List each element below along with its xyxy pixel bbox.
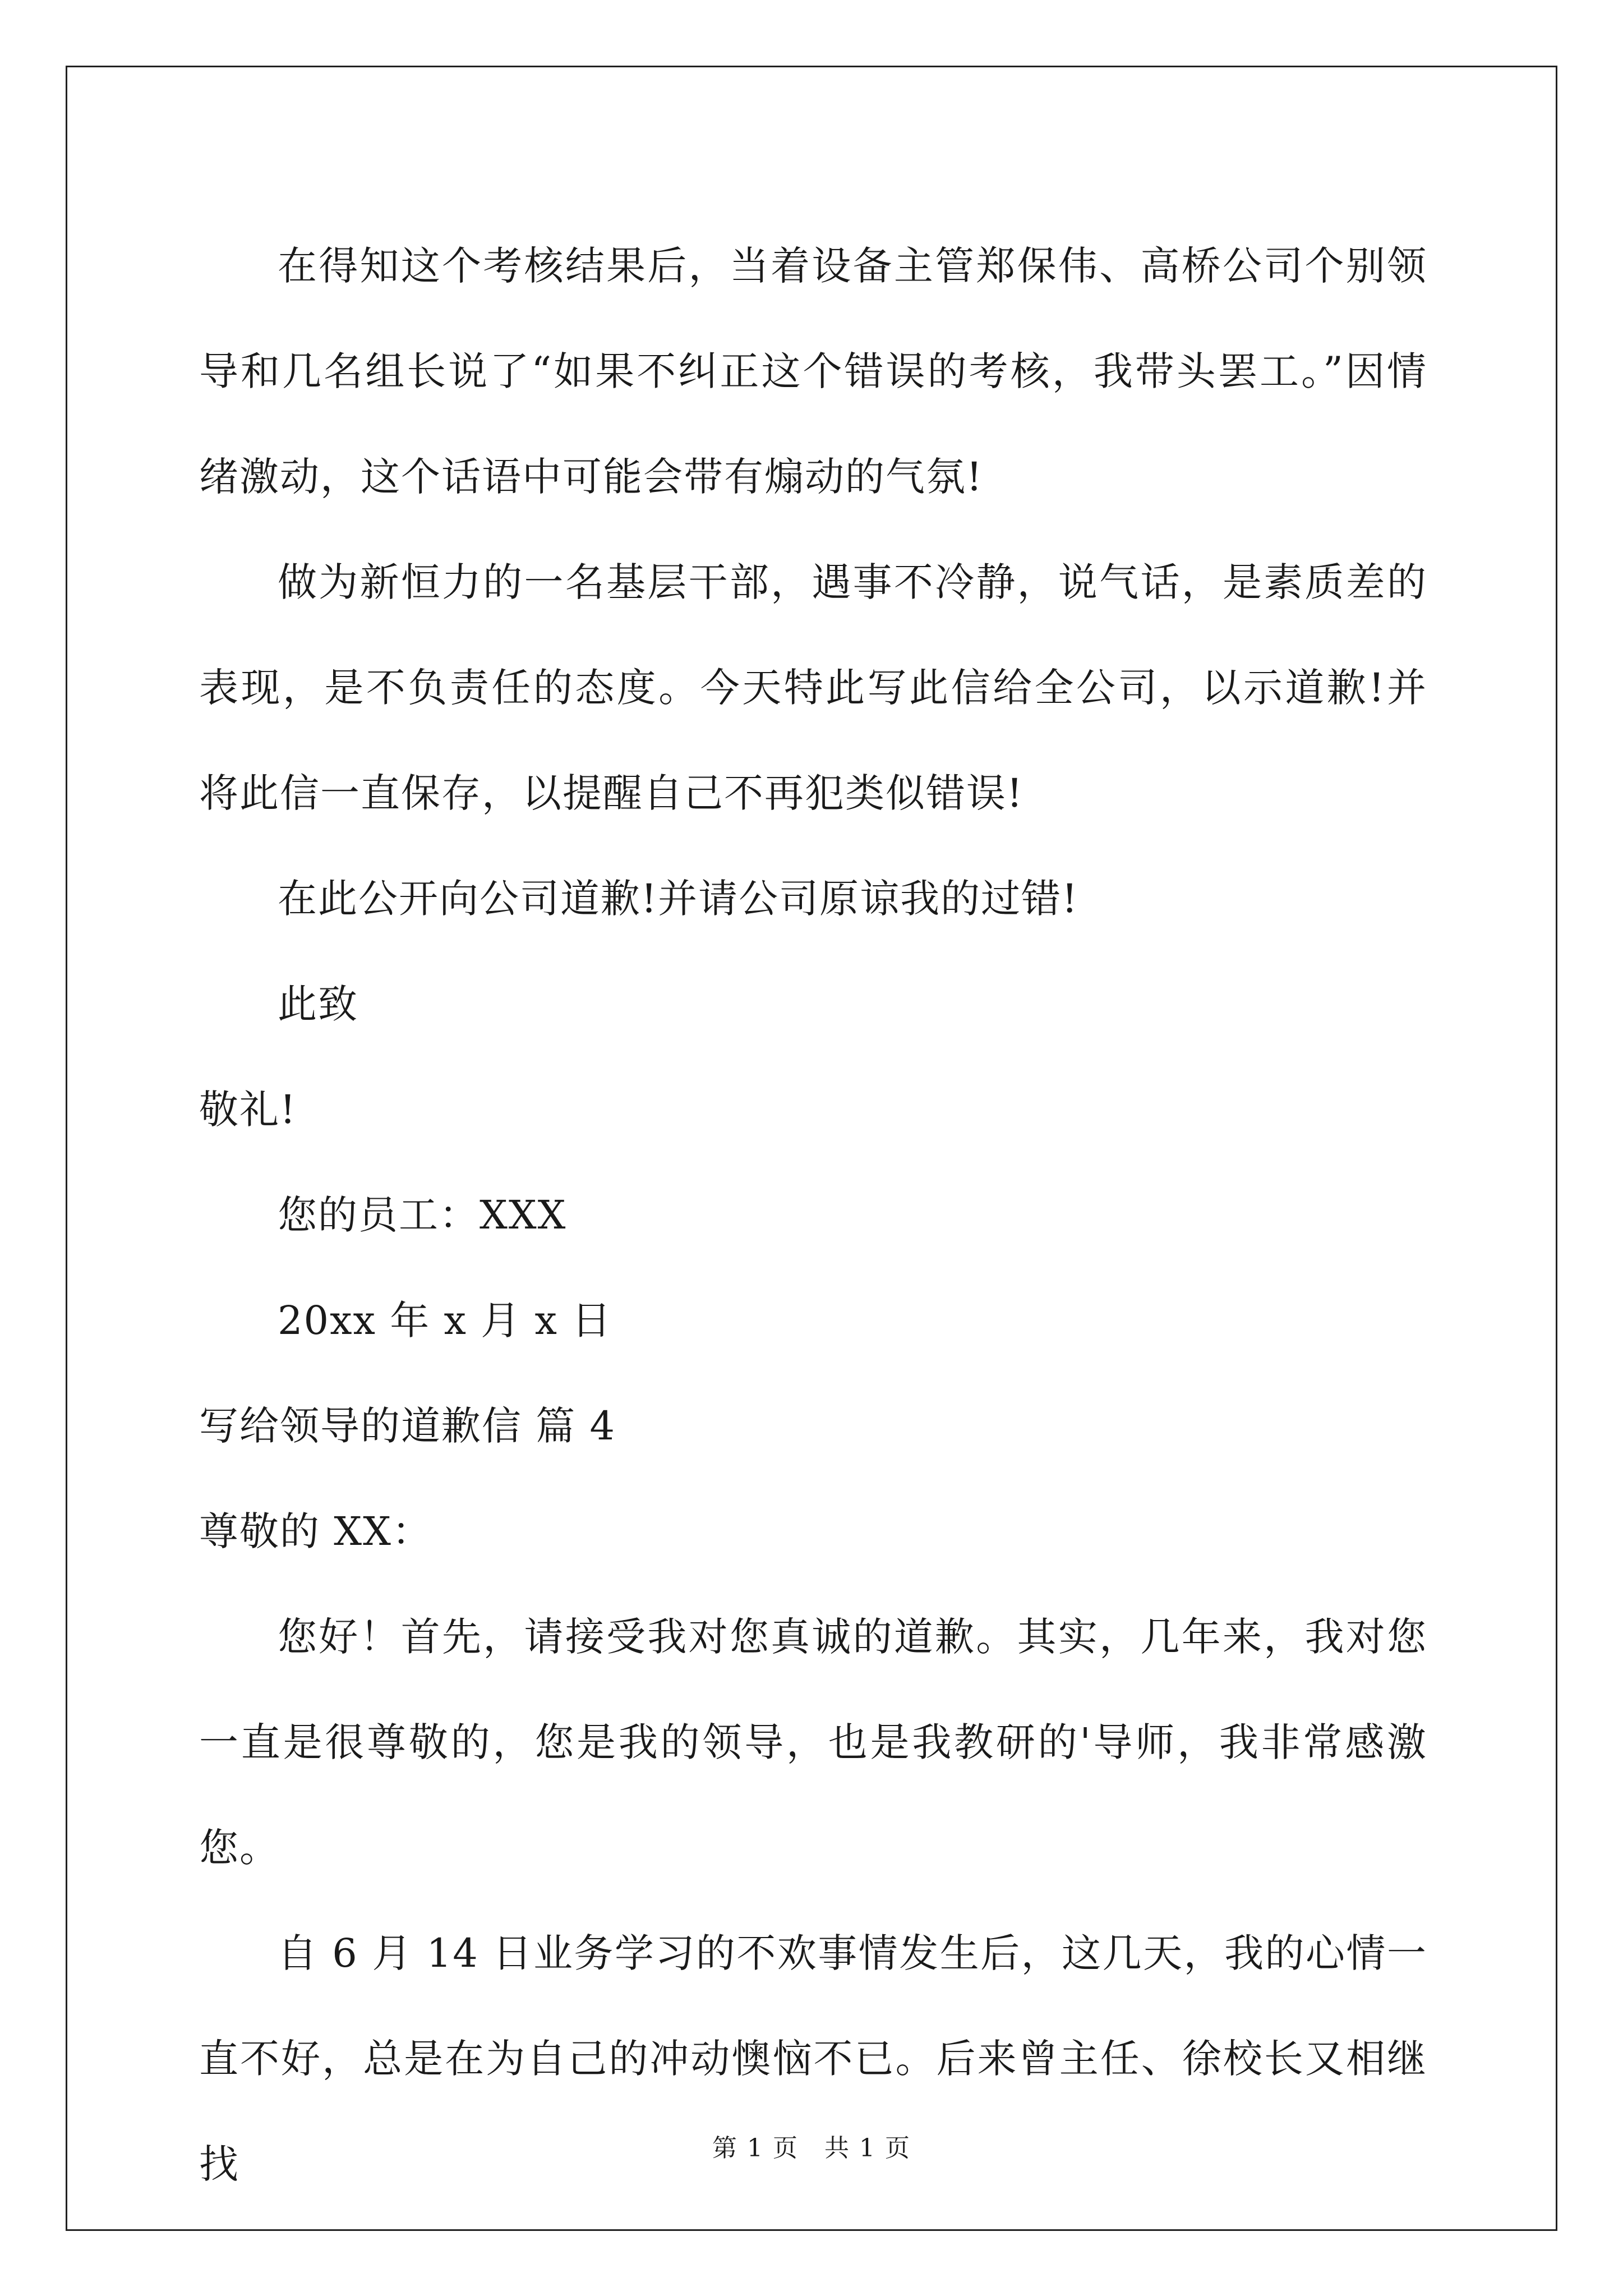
closing-regards: 敬礼!: [199, 1087, 297, 1133]
letter-greeting: 尊敬的 XX：: [199, 1508, 432, 1554]
paragraph: 在得知这个考核结果后，当着设备主管郑保伟、高桥公司个别领导和几名组长说了“如果不纠正这个错误的考核，我带头罢工。”因情绪激动，这个话语中可能会带有煽动的气氛!: [199, 243, 1427, 500]
section-heading: 写给领导的道歉信 篇 4: [199, 1403, 616, 1449]
page-number-footer: 第 1 页 共 1 页: [712, 2134, 911, 2162]
paragraph: 自 6 月 14 日业务学习的不欢事情发生后，这几天，我的心情一直不好，总是在为自己的冲动懊恼不已。后来曾主任、徐校长又相继找: [199, 1930, 1427, 2187]
closing-salutation: 此致: [278, 981, 358, 1027]
paragraph: 做为新恒力的一名基层干部，遇事不冷静，说气话，是素质差的表现，是不负责任的态度。今天特此写此信给全公司，以示道歉!并将此信一直保存，以提醒自己不再犯类似错误!: [199, 559, 1427, 816]
document-body: [199, 213, 1427, 2217]
date-line: 20xx 年 x 月 x 日: [278, 1297, 612, 1343]
paragraph: 您好！首先，请接受我对您真诚的道歉。其实，几年来，我对您一直是很尊敬的，您是我的领导，也是我教研的'导师，我非常感激您。: [199, 1614, 1427, 1871]
signature-line: 您的员工：XXX: [278, 1192, 567, 1238]
paragraph: 在此公开向公司道歉!并请公司原谅我的过错!: [278, 876, 1079, 922]
